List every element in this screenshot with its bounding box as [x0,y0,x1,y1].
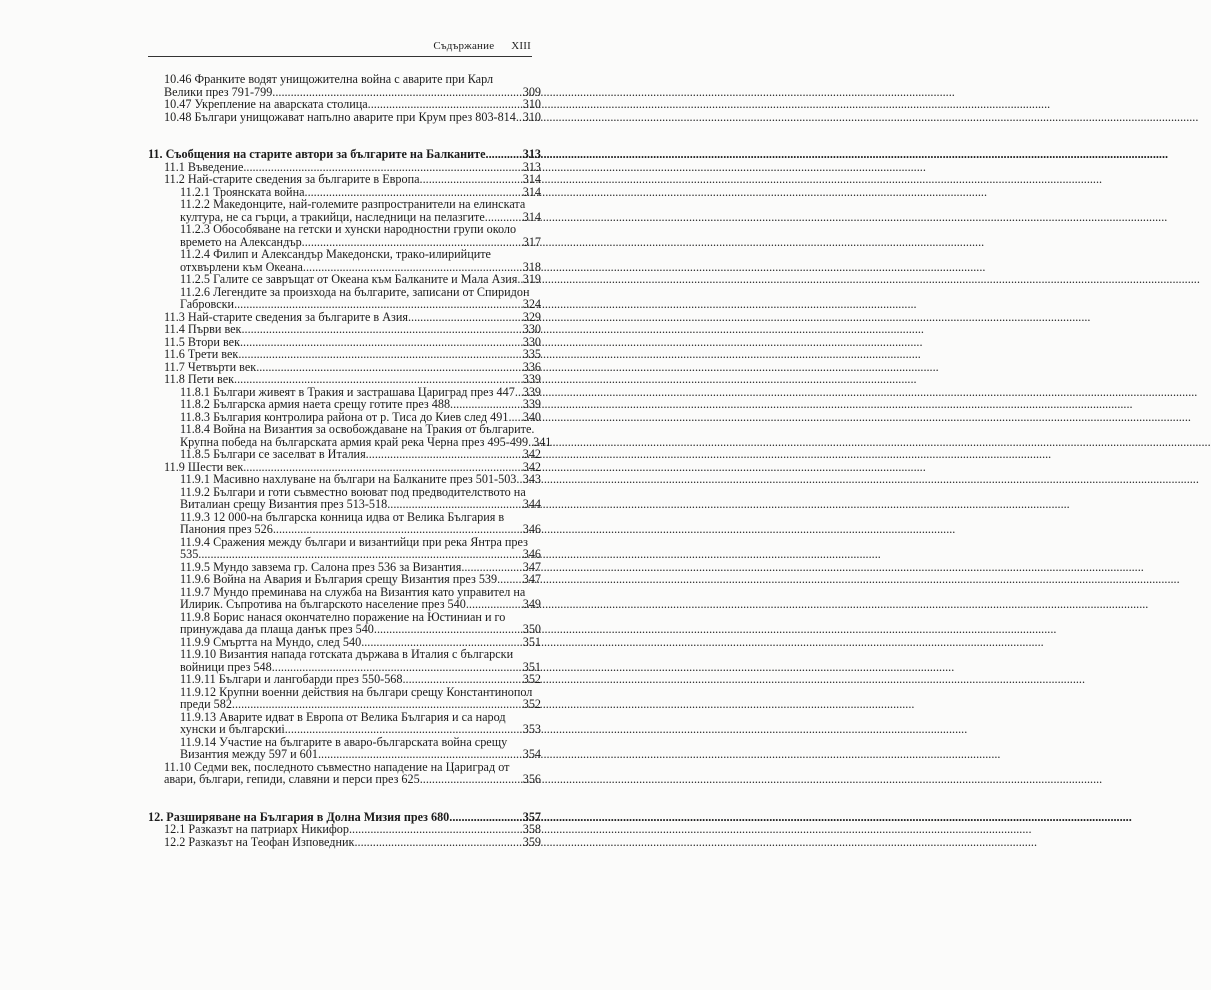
toc-entry[interactable] [148,198,541,223]
toc-entry-title-line: 11.2.3 Обособяване на гетски и хунски народностни групи около [180,222,517,236]
toc-entry-final-line [180,548,541,561]
toc-entry-final-line [148,148,541,161]
toc-page-number: 317 [522,234,541,249]
toc-entry[interactable] [148,573,541,586]
toc-entry-final-line [164,111,541,124]
toc-entry[interactable] [148,648,541,673]
toc-entry-final-line [180,473,541,486]
toc-entry[interactable] [148,223,541,248]
toc-page-number: 352 [522,697,541,711]
toc-entry-title-line: 11.2.5 Галите се завръщат от Океана към Балканите и Мала Азия [180,272,518,286]
toc-entry-title-line: 11.8.4 Война на Византия за освобождаване на Тракия от българите. [180,422,535,436]
toc-page-number: 318 [522,259,541,274]
toc-page-number: 349 [522,597,541,611]
toc-entry-final-line [180,298,541,311]
toc-entry[interactable] [148,473,541,486]
toc-page-number: 314 [522,184,541,199]
toc-page-number: 342 [522,447,541,461]
dot-leader [368,98,522,111]
toc-entry-final-line [180,573,541,586]
toc-entry-title-line: 11.8.1 Българи живеят в Тракия и застрашава Цариград през 447 [180,384,515,399]
toc-entry-title-line: 535 [180,547,199,561]
toc-entry[interactable] [148,611,541,636]
toc-entry[interactable] [148,111,541,124]
toc-entry-final-line [164,836,541,849]
toc-page-number: 350 [522,622,541,636]
toc-entry-title-line: 11.1 Въведение [164,159,244,174]
toc-entry-title-line: Габровски [180,297,235,311]
toc-entry[interactable] [148,836,541,849]
toc-chapter-entry[interactable] [148,148,541,161]
toc-entry-title-line: 11.9.3 12 000-на българска конница идва от Велика България в [180,509,505,524]
dot-leader [238,348,521,361]
toc-entry-title-line: 11.6 Трети век [164,347,239,361]
toc-entry-title-line: Виталиан срещу Византия през 513-518 [180,497,388,511]
toc-entry[interactable] [148,273,541,286]
toc-entry-title-line: 10.48 Българи унищожават напълно аварите при Крум през 803-814 [164,109,516,124]
toc-entry[interactable] [148,823,541,836]
toc-page-number: 329 [522,309,541,324]
toc-entry-final-line [180,723,541,736]
toc-entry-title-line: 11.2.4 Филип и Александър Македонски, тракo-илирийците [180,247,491,261]
dot-leader [234,373,522,386]
dot-leader [354,836,521,849]
dot-leader [403,673,522,686]
dot-leader [450,398,522,411]
toc-entry-title-line: Крупна победа на българската армия край река Черна през 495-499 [180,434,529,449]
toc-page-number: 319 [522,272,541,286]
section-spacer [148,123,541,148]
toc-page-number: 343 [522,472,541,486]
toc-entry-title-line: принуждава да плаща данък през 540 [180,622,374,636]
toc-entry[interactable] [148,536,541,561]
toc-page-number: 351 [522,634,541,649]
toc-page-number: 346 [522,547,541,561]
toc-page-number: 347 [522,572,541,586]
toc-entry[interactable] [148,586,541,611]
toc-entry[interactable] [148,173,541,186]
toc-page-number: 314 [522,209,541,224]
toc-entry[interactable] [148,486,541,511]
toc-entry-title-line: 11.2.6 Легендите за произхода на българите, записани от Спиридон [180,284,530,299]
dot-leader [234,298,522,311]
toc-entry-final-line [180,673,541,686]
toc-entry-title-line: 11.2.1 Троянската война [180,184,305,199]
toc-page-number: 339 [522,372,541,386]
toc-entry-title-line: 11.9 Шести век [164,459,244,474]
toc-entry-final-line [180,698,541,711]
dot-leader [349,823,522,836]
toc-entry[interactable] [148,686,541,711]
toc-entry[interactable] [148,348,541,361]
toc-entry-title-line: 11.9.6 Война на Авария и България срещу Византия през 539 [180,572,498,586]
toc-entry-title-line: 11.9.13 Аварите идват в Европа от Велика България и са народ [180,709,506,724]
toc-entry-final-line [180,448,541,461]
toc-entry-final-line [180,598,541,611]
toc-entry[interactable] [148,448,541,461]
toc-entry[interactable] [148,711,541,736]
toc-entry-title-line: 11.9.4 Сражения между българи и византийци при река Янтра през [180,534,528,549]
toc-entry-title-line: 11.8.3 България контролира района от р. Тиса до Киев след 491 [180,409,509,424]
toc-page-number: 330 [522,322,541,336]
toc-entry-title-line: 11.9.10 Византия напада готската държава в Италия с български [180,647,514,661]
toc-entry-title-line: 11.8 Пети век [164,372,235,386]
toc-entry-title-line: 11.9.5 Мундо завзема гр. Салона през 536 за Византия [180,559,462,574]
toc-entry-title-line: отхвърлени към Океана [180,259,303,274]
toc-page-number: 352 [522,672,541,686]
toc-entry[interactable] [148,373,541,386]
toc-entry-final-line [164,773,541,786]
section-spacer [148,786,541,811]
toc-entry-title-line: 11.9.2 Българи и готи съвместно воюват под предводителството на [180,484,526,499]
toc-page-number: 342 [522,459,541,474]
toc-page-number: 309 [522,84,541,99]
running-header-section: Съдържание [433,40,495,52]
toc-page-number: 357 [522,809,541,824]
toc-page-number: 336 [522,359,541,374]
dot-leader [374,623,522,636]
toc-entry-title-line: 11.10 Седми век, последното съвместно нападение на Цариград от [164,759,510,774]
toc-entry-final-line [180,398,541,411]
toc-entry-title-line: 11.9.8 Борис нанася окончателно поражение на Юстиниан и го [180,609,506,624]
toc-entry-title-line: Велики през 791-799 [164,84,273,99]
toc-entry[interactable] [148,323,541,336]
toc-page-number: 354 [522,747,541,761]
toc-entry[interactable] [148,422,552,449]
toc-entry-title-line: 11.8.5 Българи се заселват в Италия. [180,447,369,461]
dot-leader [241,323,521,336]
toc-page-number: 313 [522,159,541,174]
toc-entry-title-line: 11.4 Първи век [164,322,242,336]
toc-entry-title-line: 11.9.7 Мундо преминава на служба на Византия като управител на [180,584,526,599]
toc-entry-final-line [180,748,541,761]
toc-entry-final-line [180,623,541,636]
toc-entry-final-line [164,98,541,111]
dot-leader [318,748,522,761]
toc-entry-title-line: 11.8.2 Българска армия наета срещу готите през 488 [180,397,451,411]
toc-entry[interactable] [148,248,541,273]
toc-entry-title-line: 11.9.14 Участие на българите в аваро-българската война срещу [180,734,508,749]
toc-page-number: 335 [522,347,541,361]
running-header [433,40,531,52]
toc-entry[interactable] [148,761,541,786]
toc-entry-final-line [164,823,541,836]
toc-entry-title-line: 11.2.2 Македонците, най-големите разпространители на елинската [180,197,526,211]
dot-leader [232,698,522,711]
dot-leader [198,548,521,561]
toc-entry-title-line: Византия между 597 и 601 [180,747,318,761]
dot-leader [285,723,522,736]
toc-page-number: 344 [522,497,541,511]
toc-page-number: 330 [522,334,541,349]
toc-entry[interactable] [148,398,541,411]
toc-page-number: 340 [522,409,541,424]
toc-entry-final-line [180,273,541,286]
toc-entry-title-line: 12.2 Разказът на Теофан Изповедник [164,834,355,849]
toc-entry-final-line [164,348,541,361]
toc-page-number: 356 [522,772,541,786]
toc-entry-title-line: войници през 548 [180,659,272,674]
toc-entry-title-line: 11.9.11 Българи и лангобарди през 550-568 [180,672,403,686]
toc-entry-final-line [164,323,541,336]
toc-entry-title-line: 11.2 Най-старите сведения за българите в Европа [164,172,420,186]
dot-leader [387,498,522,511]
toc-entry-title-line: 11.5 Втори век [164,334,240,349]
toc-entry-final-line [180,523,541,536]
toc-page-number: 339 [522,397,541,411]
toc-page-number: 351 [522,659,541,674]
toc-entry[interactable] [148,98,541,111]
toc-page-number: 358 [522,822,541,836]
dot-leader [369,448,522,461]
toc-page-number: 353 [522,722,541,736]
toc-entry-title-line: 12. Разширяване на България в Долна Мизия през 680 [148,809,450,824]
toc-entry-title-line: 11.7 Четвърти век [164,359,257,374]
toc-entry-title-line: Илирик. Съпротива на българското население през 540 [180,597,466,611]
toc-entry-final-line [180,498,541,511]
toc-page-number: 314 [522,172,541,186]
toc-entry[interactable] [148,511,541,536]
table-of-contents [148,72,552,849]
toc-page-number: 324 [522,297,541,311]
toc-page-number: 359 [522,834,541,849]
toc-entry[interactable] [148,73,541,98]
dot-leader [466,598,522,611]
dot-leader [273,523,522,536]
toc-entry-title-line: Панония през 526 [180,522,273,536]
dot-leader [497,573,522,586]
toc-entry-title-line: преди 582 [180,697,232,711]
toc-entry-title-line: 10.47 Укрепление на аварската столица [164,97,368,111]
toc-entry[interactable] [148,286,541,311]
toc-page-number: 346 [522,522,541,536]
toc-entry[interactable] [148,673,541,686]
dot-leader [420,773,522,786]
toc-entry-title-line: 10.46 Франките водят унищожителна война с аварите при Карл [164,72,494,86]
toc-entry-final-line [164,373,541,386]
running-header-page-number: XIII [511,40,531,52]
dot-leader [486,148,522,161]
header-rule [148,56,532,57]
toc-entry-title-line: 11.9.12 Крупни военни действия на българи срещу Константинопол [180,684,533,699]
toc-page-number: 313 [522,147,541,161]
toc-page-number: 347 [522,559,541,574]
toc-entry-final-line [164,173,541,186]
toc-entry-title-line: времето на Александър [180,234,302,249]
toc-entry-title-line: авари, българи, гепиди, славяни и перси през 625 [164,772,420,786]
dot-leader [420,173,522,186]
toc-entry-title-line: 11.9.9 Смъртта на Мундо, след 540 [180,634,362,649]
toc-page-number: 310 [522,109,541,124]
toc-entry-title-line: 11.3 Най-старите сведения за българите в Азия [164,309,408,324]
toc-page-number: 341 [533,434,552,449]
toc-entry-title-line: 11.9.1 Масивно нахлуване на българи на Балканите през 501-503 [180,472,517,486]
toc-page-number: 310 [522,97,541,111]
toc-entry-title-line: 12.1 Разказът на патриарх Никифор [164,822,349,836]
toc-page-number: 339 [522,384,541,399]
toc-entry[interactable] [148,736,541,761]
toc-entry-title-line: култура, не са гърци, а тракийци, наследници на пелазгите [180,209,485,224]
toc-entry-title-line: хунски и българскиі [180,722,285,736]
toc-entry-title-line: 11. Съобщения на старите автори за българите на Балканите [148,147,486,161]
